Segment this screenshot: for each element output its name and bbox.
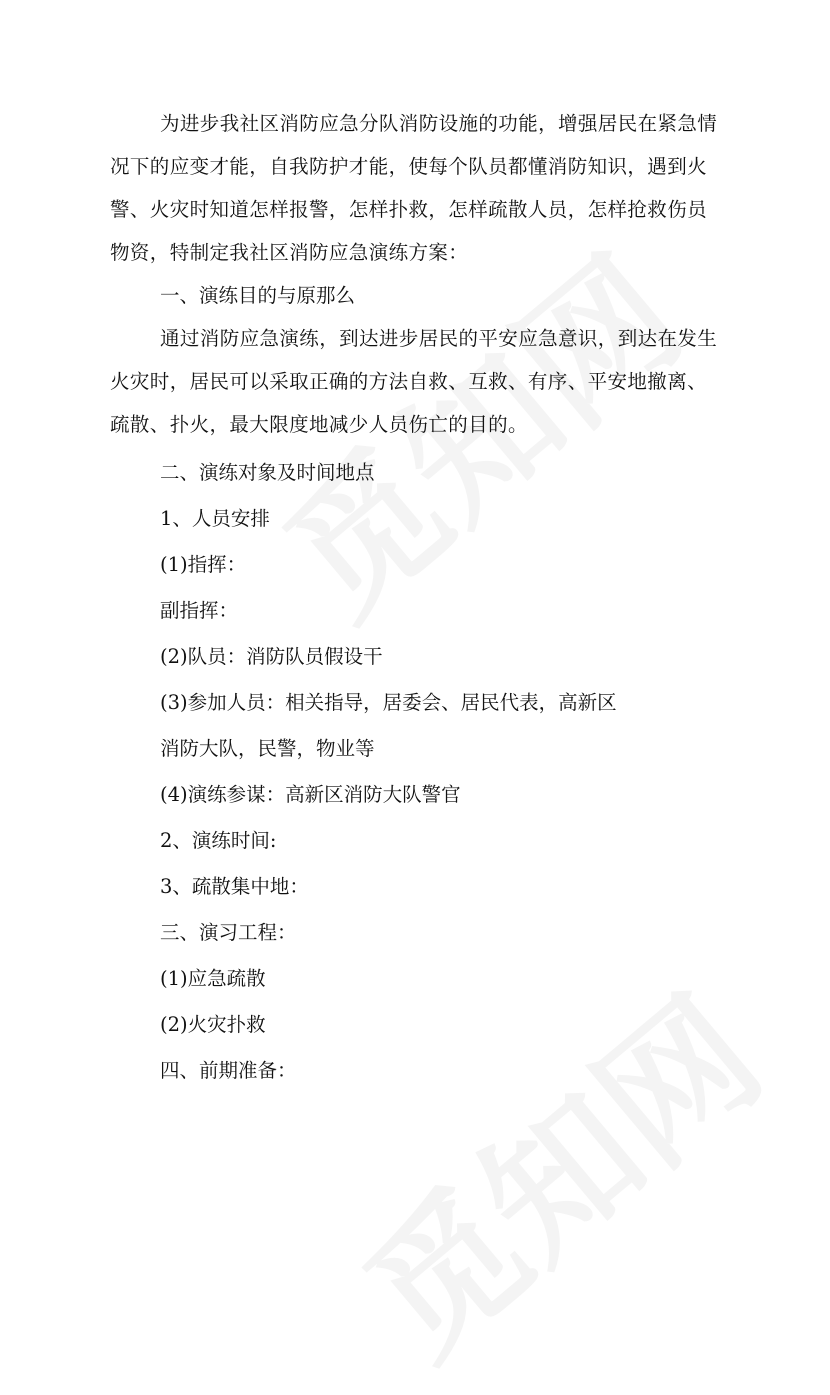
list-item: 消防大队，民警，物业等 — [160, 737, 375, 760]
list-item: (3)参加人员：相关指导，居委会、居民代表，高新区 — [160, 691, 617, 714]
document-body — [110, 102, 722, 1094]
list-item: (2)队员：消防队员假设干 — [160, 645, 383, 668]
list-item: 1、人员安排 — [160, 507, 270, 530]
list-item: 3、疏散集中地： — [160, 875, 309, 898]
section-heading: 一、演练目的与原那么 — [160, 284, 356, 307]
section-heading: 四、前期准备： — [160, 1059, 297, 1082]
paragraph-line: 况下的应变才能，自我防护才能，使每个队员都懂消防知识，遇到火 — [110, 155, 708, 178]
list-item: 2、演练时间: — [160, 829, 277, 852]
paragraph-line: 物资，特制定我社区消防应急演练方案： — [110, 241, 469, 264]
paragraph-line: 火灾时，居民可以采取正确的方法自救、互救、有序、平安地撤离、 — [110, 370, 708, 393]
paragraph-line: 为进步我社区消防应急分队消防设施的功能，增强居民在紧急情 — [160, 112, 718, 135]
list-item: (4)演练参谋：高新区消防大队警官 — [160, 783, 461, 806]
paragraph-line: 警、火灾时知道怎样报警，怎样扑救，怎样疏散人员，怎样抢救伤员 — [110, 198, 708, 221]
section1-paragraph — [110, 317, 722, 446]
list-item: (1)指挥： — [160, 553, 247, 576]
list-item: (2)火灾扑救 — [160, 1013, 266, 1036]
section-heading: 三、演习工程： — [160, 921, 297, 944]
list-item: 副指挥： — [160, 599, 239, 622]
intro-paragraph — [110, 102, 722, 274]
paragraph-line: 疏散、扑火，最大限度地减少人员伤亡的目的。 — [110, 413, 528, 436]
section-heading: 二、演练对象及时间地点 — [160, 461, 375, 484]
list-item: (1)应急疏散 — [160, 967, 266, 990]
paragraph-line: 通过消防应急演练，到达进步居民的平安应急意识，到达在发生 — [160, 327, 718, 350]
